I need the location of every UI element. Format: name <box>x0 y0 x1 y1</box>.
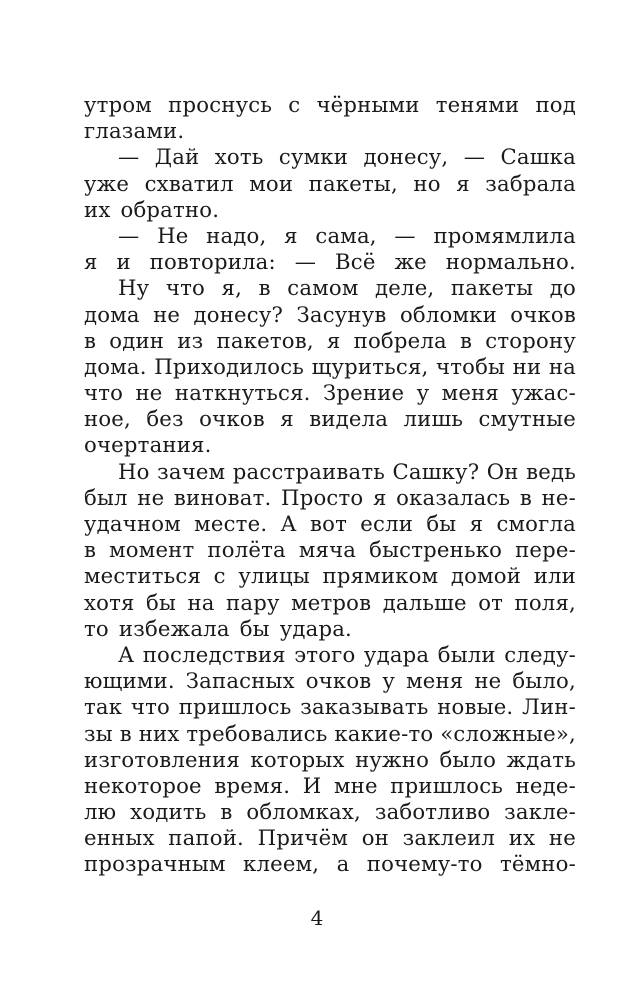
word: быстренько <box>369 537 503 563</box>
word: не <box>137 484 165 510</box>
word: метров <box>291 589 372 615</box>
text-line <box>84 721 576 747</box>
word: заботливо <box>374 799 491 825</box>
word: обломки <box>399 301 497 327</box>
word: клеем, <box>243 851 320 877</box>
word: пришлось <box>390 772 504 798</box>
word: щуриться, <box>311 353 429 379</box>
text-line <box>84 537 576 563</box>
word: тёмно- <box>499 851 576 877</box>
word: я <box>469 511 484 536</box>
word: расстраивать <box>232 458 385 484</box>
text-line <box>84 432 576 458</box>
text-line <box>84 406 576 432</box>
word: Лин- <box>522 694 576 720</box>
text-line <box>84 354 576 380</box>
text-line <box>84 459 576 485</box>
text-line <box>84 799 576 825</box>
word: меня <box>406 668 464 694</box>
page-body-text <box>84 92 576 878</box>
word: Ну <box>118 275 150 301</box>
word: пакетов, <box>216 327 314 353</box>
word: схватил <box>144 170 234 196</box>
word: в <box>119 720 132 746</box>
word: виноват. <box>173 484 272 510</box>
word: в <box>519 484 532 510</box>
word: хотя <box>84 589 135 615</box>
word: утром <box>84 92 152 117</box>
word: видела <box>309 406 389 432</box>
word: то <box>84 615 109 641</box>
word: момент <box>109 537 195 563</box>
word: в <box>460 327 473 353</box>
word: поля, <box>514 589 576 615</box>
word: прямиком <box>322 563 439 589</box>
word: он <box>361 825 389 851</box>
word: очков <box>305 668 372 694</box>
word: дома. <box>84 353 147 379</box>
word: так <box>84 694 123 720</box>
word: — <box>118 144 140 170</box>
word: что <box>165 275 205 301</box>
text-line <box>84 302 576 328</box>
word: что <box>84 380 124 406</box>
word: папой. <box>168 825 244 851</box>
word: я, <box>221 275 243 301</box>
word: Всё <box>335 249 376 275</box>
word: нормально. <box>445 249 576 275</box>
text-line <box>84 590 576 616</box>
word: я <box>326 327 341 353</box>
word: — <box>463 144 486 170</box>
word: не <box>474 668 502 694</box>
word: закле- <box>504 799 576 825</box>
text-line <box>84 616 576 642</box>
text-line <box>84 747 576 773</box>
word: требовались <box>186 720 328 746</box>
word: один <box>109 327 165 353</box>
word: глазами. <box>84 118 185 144</box>
text-line <box>84 642 576 668</box>
word: но <box>413 170 441 196</box>
word: них <box>138 720 180 746</box>
word: а <box>336 851 350 877</box>
text-line <box>84 485 576 511</box>
word: уже <box>84 170 130 196</box>
word: почему-то <box>366 851 483 877</box>
word: их <box>508 825 536 851</box>
word: домой <box>450 563 522 589</box>
word: обломках, <box>246 799 361 825</box>
word: бы <box>146 589 177 615</box>
word: Запасных <box>185 668 295 694</box>
text-line <box>84 694 576 720</box>
word: их <box>84 196 111 222</box>
word: не <box>548 825 576 851</box>
text-line <box>84 668 576 694</box>
text-line <box>84 118 576 144</box>
word: самом <box>287 275 359 301</box>
word: ужас- <box>511 380 576 406</box>
word: пакеты, <box>308 170 398 196</box>
word: очков <box>199 406 265 432</box>
word: которых <box>250 746 345 772</box>
word: Он <box>486 458 519 484</box>
word: неде- <box>515 772 576 798</box>
word: на <box>187 589 215 615</box>
word: я <box>284 222 298 248</box>
word: с <box>213 563 226 589</box>
word: чтобы <box>435 353 506 379</box>
word: этого <box>294 641 356 667</box>
word: оказалась <box>396 484 511 510</box>
word: под <box>535 92 576 117</box>
text-line <box>84 144 576 170</box>
word: донесу, <box>363 144 449 170</box>
word: время. <box>214 772 291 798</box>
word: забрала <box>485 170 576 196</box>
word: пакеты <box>450 275 534 301</box>
word: полёта <box>207 537 286 563</box>
word: А <box>280 511 297 536</box>
word: ждать <box>506 746 576 772</box>
word: были <box>437 641 496 667</box>
word: И <box>302 772 322 798</box>
text-line <box>84 563 576 589</box>
word: мяча <box>298 537 357 563</box>
text-line <box>84 825 576 851</box>
word: из <box>177 327 204 353</box>
word: Приходилось <box>154 353 305 379</box>
word: — <box>118 222 140 248</box>
word: смутные <box>478 406 576 432</box>
word: пришлось <box>178 694 292 720</box>
word: Засунув <box>296 301 387 327</box>
word: Не <box>157 222 189 248</box>
word: «сложные», <box>440 720 576 746</box>
word: — <box>294 249 317 275</box>
word: был <box>84 484 128 510</box>
word: у <box>382 668 396 694</box>
word: в <box>258 275 271 301</box>
word: было <box>439 746 497 772</box>
text-line <box>84 223 576 249</box>
word: заказывать <box>300 694 429 720</box>
word: меня <box>441 380 499 406</box>
word: в <box>84 327 97 353</box>
page-number: 4 <box>310 906 324 930</box>
word: мне <box>333 772 378 798</box>
word: бы <box>239 615 270 641</box>
word: последствия <box>142 641 286 667</box>
word: — <box>394 222 416 248</box>
word: смогла <box>496 511 576 536</box>
text-line <box>84 328 576 354</box>
word: ходить <box>130 799 207 825</box>
word: побрела <box>353 327 447 353</box>
word: Но <box>118 458 150 484</box>
word: зы <box>84 720 113 746</box>
word: сторону <box>485 327 576 353</box>
word: донесу? <box>193 301 284 327</box>
word: проснусь <box>168 92 273 117</box>
word: сама, <box>315 222 377 248</box>
word: же <box>394 249 427 275</box>
text-line <box>84 773 576 799</box>
word: я <box>372 484 387 510</box>
word: от <box>478 589 504 615</box>
text-line <box>84 171 576 197</box>
word: енных <box>84 825 155 851</box>
word: удачном <box>84 511 181 536</box>
word: месте. <box>194 511 268 536</box>
word: я <box>280 406 294 432</box>
word: если <box>360 511 414 536</box>
text-line <box>84 380 576 406</box>
word: деле, <box>375 275 435 301</box>
word: зачем <box>157 458 226 484</box>
word: до <box>549 275 576 301</box>
word: сумки <box>278 144 349 170</box>
text-line <box>84 511 576 537</box>
word: и <box>116 249 131 275</box>
word: ющими. <box>84 668 175 694</box>
word: дома <box>84 301 140 327</box>
word: какие-то <box>334 720 434 746</box>
text-line <box>84 851 576 877</box>
word: на <box>548 353 576 379</box>
word: повторила: <box>149 249 276 275</box>
text-line <box>84 275 576 301</box>
text-line <box>84 197 576 223</box>
word: дальше <box>382 589 467 615</box>
word: улицы <box>238 563 310 589</box>
word: удара <box>363 641 430 667</box>
word: бы <box>426 511 457 536</box>
word: Дай <box>154 144 200 170</box>
word: очков <box>510 301 576 327</box>
word: наткнуться. <box>174 380 311 406</box>
text-line <box>84 92 576 118</box>
word: заклеил <box>402 825 496 851</box>
word: промямлила <box>433 222 576 248</box>
word: без <box>146 406 184 432</box>
word: новые. <box>437 694 514 720</box>
word: А <box>118 641 135 667</box>
word: у <box>416 380 430 406</box>
word: надо, <box>206 222 267 248</box>
word: изготовления <box>84 746 240 772</box>
word: ни <box>512 353 542 379</box>
word: лишь <box>403 406 464 432</box>
word: следу- <box>504 641 576 667</box>
word: не <box>135 380 163 406</box>
word: в <box>220 799 233 825</box>
word: с <box>288 92 301 117</box>
word: тенями <box>435 92 520 117</box>
word: не- <box>541 484 576 510</box>
word: обратно. <box>120 196 220 222</box>
word: Сашку? <box>392 458 480 484</box>
word: что <box>130 694 171 720</box>
word: нужно <box>355 746 430 772</box>
word: в <box>84 537 97 563</box>
word: Сашка <box>500 144 576 170</box>
word: не <box>153 301 181 327</box>
word: пару <box>226 589 280 615</box>
text-line <box>84 249 576 275</box>
word: или <box>533 563 576 589</box>
word: очертания. <box>84 432 212 458</box>
word: Причём <box>257 825 349 851</box>
word: Зрение <box>322 380 405 406</box>
word: мои <box>249 170 294 196</box>
word: Просто <box>281 484 364 510</box>
word: некоторое <box>84 772 202 798</box>
word: пере- <box>515 537 576 563</box>
word: ное, <box>84 406 131 432</box>
word: удара. <box>279 615 352 641</box>
word: я <box>84 249 98 275</box>
word: я <box>456 170 470 196</box>
word: лю <box>84 799 117 825</box>
word: меститься <box>84 563 202 589</box>
word: прозрачным <box>84 851 226 877</box>
word: избежала <box>118 615 230 641</box>
word: вот <box>310 511 348 536</box>
word: хоть <box>214 144 264 170</box>
word: чёрными <box>316 92 420 117</box>
word: было, <box>512 668 576 694</box>
word: ведь <box>526 458 576 484</box>
